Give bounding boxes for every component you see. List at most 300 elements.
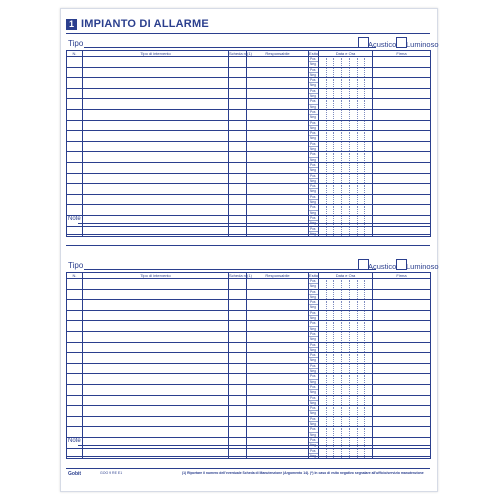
responsabile-cell[interactable] xyxy=(247,300,309,311)
data-ora-cell[interactable] xyxy=(319,109,373,120)
table-row xyxy=(67,194,431,205)
col-header-n: N. xyxy=(67,51,83,57)
date-digit-slot xyxy=(342,79,350,88)
row-number-cell[interactable] xyxy=(67,120,83,131)
scheda-cell[interactable] xyxy=(229,120,247,131)
firma-cell[interactable] xyxy=(373,99,431,110)
scheda-cell[interactable] xyxy=(229,342,247,353)
date-digit-slot xyxy=(358,174,366,183)
data-ora-cell[interactable] xyxy=(319,99,373,110)
intervention-type-cell[interactable] xyxy=(83,120,229,131)
date-digit-slot xyxy=(350,206,358,215)
notes-line[interactable] xyxy=(78,445,430,446)
row-number-cell[interactable] xyxy=(67,131,83,142)
row-number-cell[interactable] xyxy=(67,353,83,364)
firma-cell[interactable] xyxy=(373,289,431,300)
responsabile-cell[interactable] xyxy=(247,363,309,374)
data-ora-cell[interactable] xyxy=(319,437,373,448)
firma-cell[interactable] xyxy=(373,342,431,353)
intervention-type-cell[interactable] xyxy=(83,78,229,89)
intervention-type-cell[interactable] xyxy=(83,67,229,78)
esito-cell[interactable] xyxy=(309,300,319,311)
data-ora-cell[interactable] xyxy=(319,226,373,237)
data-ora-cell[interactable] xyxy=(319,448,373,459)
responsabile-cell[interactable] xyxy=(247,310,309,321)
responsabile-cell[interactable] xyxy=(247,279,309,290)
intervention-type-cell[interactable] xyxy=(83,395,229,406)
row-number-cell[interactable] xyxy=(67,57,83,68)
firma-cell[interactable] xyxy=(373,141,431,152)
date-digit-slot xyxy=(350,280,358,289)
esito-cell[interactable] xyxy=(309,331,319,342)
responsabile-cell[interactable] xyxy=(247,448,309,459)
intervention-type-cell[interactable] xyxy=(83,342,229,353)
date-digit-slot xyxy=(327,396,335,405)
data-ora-cell[interactable] xyxy=(319,78,373,89)
row-number-cell[interactable] xyxy=(67,321,83,332)
responsabile-cell[interactable] xyxy=(247,353,309,364)
firma-cell[interactable] xyxy=(373,321,431,332)
data-ora-cell[interactable] xyxy=(319,342,373,353)
scheda-cell[interactable] xyxy=(229,427,247,438)
scheda-cell[interactable] xyxy=(229,57,247,68)
data-ora-cell[interactable] xyxy=(319,427,373,438)
date-digit-slot xyxy=(358,163,366,172)
row-number-cell[interactable] xyxy=(67,152,83,163)
intervention-type-cell[interactable] xyxy=(83,437,229,448)
esito-cell[interactable] xyxy=(309,109,319,120)
esito-neg-label: Neg xyxy=(310,136,316,141)
row-number-cell[interactable] xyxy=(67,99,83,110)
scheda-cell[interactable] xyxy=(229,321,247,332)
responsabile-cell[interactable] xyxy=(247,406,309,417)
scheda-cell[interactable] xyxy=(229,131,247,142)
intervention-type-cell[interactable] xyxy=(83,427,229,438)
data-ora-cell[interactable] xyxy=(319,205,373,216)
scheda-cell[interactable] xyxy=(229,194,247,205)
esito-cell[interactable] xyxy=(309,279,319,290)
scheda-cell[interactable] xyxy=(229,395,247,406)
data-ora-cell[interactable] xyxy=(319,120,373,131)
esito-neg-label: Neg xyxy=(310,443,316,448)
firma-cell[interactable] xyxy=(373,173,431,184)
firma-cell[interactable] xyxy=(373,226,431,237)
esito-cell[interactable] xyxy=(309,215,319,226)
intervention-type-cell[interactable] xyxy=(83,321,229,332)
intervention-type-cell[interactable] xyxy=(83,57,229,68)
firma-cell[interactable] xyxy=(373,152,431,163)
row-number-cell[interactable] xyxy=(67,384,83,395)
data-ora-cell[interactable] xyxy=(319,406,373,417)
esito-neg-label: Neg xyxy=(310,147,316,152)
data-ora-cell[interactable] xyxy=(319,331,373,342)
intervention-type-cell[interactable] xyxy=(83,353,229,364)
intervention-type-cell[interactable] xyxy=(83,215,229,226)
intervention-type-cell[interactable] xyxy=(83,226,229,237)
esito-cell[interactable] xyxy=(309,353,319,364)
firma-cell[interactable] xyxy=(373,194,431,205)
data-ora-cell[interactable] xyxy=(319,152,373,163)
data-ora-cell[interactable] xyxy=(319,215,373,226)
data-ora-cell[interactable] xyxy=(319,353,373,364)
data-ora-cell[interactable] xyxy=(319,194,373,205)
intervention-type-cell[interactable] xyxy=(83,331,229,342)
esito-cell[interactable] xyxy=(309,448,319,459)
date-digit-slot xyxy=(358,89,366,98)
date-digit-slot xyxy=(319,354,327,363)
data-ora-cell[interactable] xyxy=(319,300,373,311)
esito-cell[interactable] xyxy=(309,427,319,438)
row-number-cell[interactable] xyxy=(67,448,83,459)
esito-pos-label: Pos xyxy=(309,396,318,401)
date-digit-slot xyxy=(327,58,335,67)
esito-cell[interactable] xyxy=(309,416,319,427)
row-number-cell[interactable] xyxy=(67,310,83,321)
responsabile-cell[interactable] xyxy=(247,162,309,173)
esito-neg-label: Neg xyxy=(310,379,316,384)
scheda-cell[interactable] xyxy=(229,331,247,342)
date-digit-slot xyxy=(365,89,372,98)
notes-line[interactable] xyxy=(66,245,430,246)
esito-cell[interactable] xyxy=(309,310,319,321)
intervention-type-cell[interactable] xyxy=(83,406,229,417)
date-digit-slot xyxy=(334,354,342,363)
responsabile-cell[interactable] xyxy=(247,99,309,110)
intervention-type-cell[interactable] xyxy=(83,173,229,184)
scheda-cell[interactable] xyxy=(229,300,247,311)
responsabile-cell[interactable] xyxy=(247,215,309,226)
data-ora-cell[interactable] xyxy=(319,57,373,68)
intervention-type-cell[interactable] xyxy=(83,109,229,120)
responsabile-cell[interactable] xyxy=(247,57,309,68)
responsabile-cell[interactable] xyxy=(247,342,309,353)
row-number-cell[interactable] xyxy=(67,300,83,311)
row-number-cell[interactable] xyxy=(67,406,83,417)
esito-cell[interactable] xyxy=(309,205,319,216)
date-digit-slot xyxy=(350,58,358,67)
scheda-cell[interactable] xyxy=(229,162,247,173)
scheda-cell[interactable] xyxy=(229,184,247,195)
responsabile-cell[interactable] xyxy=(247,67,309,78)
esito-cell[interactable] xyxy=(309,131,319,142)
esito-cell[interactable] xyxy=(309,78,319,89)
responsabile-cell[interactable] xyxy=(247,374,309,385)
scheda-cell[interactable] xyxy=(229,205,247,216)
esito-cell[interactable] xyxy=(309,384,319,395)
row-number-cell[interactable] xyxy=(67,67,83,78)
responsabile-cell[interactable] xyxy=(247,321,309,332)
row-number-cell[interactable] xyxy=(67,162,83,173)
esito-neg-label: Neg xyxy=(310,125,316,130)
data-ora-cell[interactable] xyxy=(319,289,373,300)
responsabile-cell[interactable] xyxy=(247,131,309,142)
date-digit-slot xyxy=(334,142,342,151)
intervention-type-cell[interactable] xyxy=(83,300,229,311)
responsabile-cell[interactable] xyxy=(247,194,309,205)
date-digit-slot xyxy=(342,195,350,204)
scheda-cell[interactable] xyxy=(229,437,247,448)
responsabile-cell[interactable] xyxy=(247,331,309,342)
firma-cell[interactable] xyxy=(373,374,431,385)
esito-cell[interactable] xyxy=(309,363,319,374)
row-number-cell[interactable] xyxy=(67,141,83,152)
firma-cell[interactable] xyxy=(373,184,431,195)
intervention-type-cell[interactable] xyxy=(83,416,229,427)
esito-cell[interactable] xyxy=(309,88,319,99)
esito-cell[interactable] xyxy=(309,67,319,78)
responsabile-cell[interactable] xyxy=(247,109,309,120)
esito-neg-label: Neg xyxy=(310,189,316,194)
firma-cell[interactable] xyxy=(373,88,431,99)
responsabile-cell[interactable] xyxy=(247,427,309,438)
row-number-cell[interactable] xyxy=(67,88,83,99)
scheda-cell[interactable] xyxy=(229,215,247,226)
firma-cell[interactable] xyxy=(373,437,431,448)
intervention-type-cell[interactable] xyxy=(83,363,229,374)
responsabile-cell[interactable] xyxy=(247,120,309,131)
scheda-cell[interactable] xyxy=(229,363,247,374)
date-digit-slot xyxy=(342,428,350,437)
firma-cell[interactable] xyxy=(373,120,431,131)
responsabile-cell[interactable] xyxy=(247,78,309,89)
row-number-cell[interactable] xyxy=(67,363,83,374)
date-digit-slot xyxy=(342,364,350,373)
scheda-cell[interactable] xyxy=(229,78,247,89)
scheda-cell[interactable] xyxy=(229,406,247,417)
scheda-cell[interactable] xyxy=(229,448,247,459)
data-ora-cell[interactable] xyxy=(319,395,373,406)
date-digit-slot xyxy=(319,396,327,405)
responsabile-cell[interactable] xyxy=(247,184,309,195)
intervention-type-cell[interactable] xyxy=(83,448,229,459)
row-number-cell[interactable] xyxy=(67,184,83,195)
scheda-cell[interactable] xyxy=(229,88,247,99)
date-digit-slot xyxy=(334,174,342,183)
responsabile-cell[interactable] xyxy=(247,173,309,184)
firma-cell[interactable] xyxy=(373,427,431,438)
data-ora-cell[interactable] xyxy=(319,131,373,142)
row-number-cell[interactable] xyxy=(67,416,83,427)
data-ora-cell[interactable] xyxy=(319,384,373,395)
esito-neg-label: Neg xyxy=(310,83,316,88)
data-ora-cell[interactable] xyxy=(319,88,373,99)
responsabile-cell[interactable] xyxy=(247,226,309,237)
data-ora-cell[interactable] xyxy=(319,67,373,78)
row-number-cell[interactable] xyxy=(67,395,83,406)
date-digit-slot xyxy=(319,417,327,426)
esito-cell[interactable] xyxy=(309,437,319,448)
data-ora-cell[interactable] xyxy=(319,162,373,173)
scheda-cell[interactable] xyxy=(229,152,247,163)
row-number-cell[interactable] xyxy=(67,226,83,237)
esito-cell[interactable] xyxy=(309,152,319,163)
esito-cell[interactable] xyxy=(309,173,319,184)
firma-cell[interactable] xyxy=(373,57,431,68)
date-digit-slot xyxy=(365,142,372,151)
date-digit-slot xyxy=(358,322,366,331)
intervention-type-cell[interactable] xyxy=(83,88,229,99)
data-ora-cell[interactable] xyxy=(319,363,373,374)
esito-cell[interactable] xyxy=(309,395,319,406)
intervention-type-cell[interactable] xyxy=(83,384,229,395)
intervention-type-cell[interactable] xyxy=(83,289,229,300)
firma-cell[interactable] xyxy=(373,162,431,173)
esito-pos-label: Pos xyxy=(309,89,318,94)
intervention-type-cell[interactable] xyxy=(83,141,229,152)
firma-cell[interactable] xyxy=(373,300,431,311)
intervention-type-cell[interactable] xyxy=(83,152,229,163)
firma-cell[interactable] xyxy=(373,131,431,142)
date-digit-slot xyxy=(327,332,335,341)
date-digit-slot xyxy=(327,174,335,183)
intervention-table xyxy=(66,50,431,237)
responsabile-cell[interactable] xyxy=(247,384,309,395)
scheda-cell[interactable] xyxy=(229,384,247,395)
responsabile-cell[interactable] xyxy=(247,437,309,448)
esito-pos-label: Pos xyxy=(309,438,318,443)
responsabile-cell[interactable] xyxy=(247,141,309,152)
scheda-cell[interactable] xyxy=(229,353,247,364)
scheda-cell[interactable] xyxy=(229,109,247,120)
row-number-cell[interactable] xyxy=(67,194,83,205)
scheda-cell[interactable] xyxy=(229,289,247,300)
date-digit-slot xyxy=(365,417,372,426)
scheda-cell[interactable] xyxy=(229,173,247,184)
date-digit-slot xyxy=(327,290,335,299)
data-ora-cell[interactable] xyxy=(319,416,373,427)
row-number-cell[interactable] xyxy=(67,342,83,353)
date-digit-slot xyxy=(342,280,350,289)
date-digit-slot xyxy=(365,185,372,194)
scheda-cell[interactable] xyxy=(229,141,247,152)
data-ora-cell[interactable] xyxy=(319,184,373,195)
scheda-cell[interactable] xyxy=(229,67,247,78)
esito-cell[interactable] xyxy=(309,57,319,68)
esito-neg-label: Neg xyxy=(310,221,316,226)
date-digit-slot xyxy=(334,68,342,77)
firma-cell[interactable] xyxy=(373,416,431,427)
scheda-cell[interactable] xyxy=(229,226,247,237)
date-digit-slot xyxy=(342,163,350,172)
tipo-label: Tipo xyxy=(68,39,84,48)
esito-pos-label: Pos xyxy=(309,406,318,411)
date-digit-slot xyxy=(319,163,327,172)
intervention-type-cell[interactable] xyxy=(83,194,229,205)
intervention-type-cell[interactable] xyxy=(83,374,229,385)
date-digit-slot xyxy=(358,301,366,310)
form-header xyxy=(66,17,209,31)
intervention-type-cell[interactable] xyxy=(83,131,229,142)
firma-cell[interactable] xyxy=(373,215,431,226)
responsabile-cell[interactable] xyxy=(247,395,309,406)
esito-cell[interactable] xyxy=(309,120,319,131)
firma-cell[interactable] xyxy=(373,406,431,417)
responsabile-cell[interactable] xyxy=(247,289,309,300)
data-ora-cell[interactable] xyxy=(319,173,373,184)
esito-cell[interactable] xyxy=(309,374,319,385)
row-number-cell[interactable] xyxy=(67,205,83,216)
firma-cell[interactable] xyxy=(373,331,431,342)
firma-cell[interactable] xyxy=(373,384,431,395)
scheda-cell[interactable] xyxy=(229,310,247,321)
responsabile-cell[interactable] xyxy=(247,88,309,99)
firma-cell[interactable] xyxy=(373,109,431,120)
date-digit-slot xyxy=(327,322,335,331)
data-ora-cell[interactable] xyxy=(319,321,373,332)
data-ora-cell[interactable] xyxy=(319,279,373,290)
date-digit-slot xyxy=(334,100,342,109)
responsabile-cell[interactable] xyxy=(247,152,309,163)
notes-line[interactable] xyxy=(78,223,430,224)
esito-cell[interactable] xyxy=(309,162,319,173)
firma-cell[interactable] xyxy=(373,205,431,216)
intervention-type-cell[interactable] xyxy=(83,205,229,216)
intervention-type-cell[interactable] xyxy=(83,279,229,290)
data-ora-cell[interactable] xyxy=(319,374,373,385)
scheda-cell[interactable] xyxy=(229,99,247,110)
table-row xyxy=(67,437,431,448)
scheda-cell[interactable] xyxy=(229,416,247,427)
date-digit-slot xyxy=(350,153,358,162)
firma-cell[interactable] xyxy=(373,353,431,364)
responsabile-cell[interactable] xyxy=(247,416,309,427)
row-number-cell[interactable] xyxy=(67,78,83,89)
data-ora-cell[interactable] xyxy=(319,141,373,152)
row-number-cell[interactable] xyxy=(67,109,83,120)
date-digit-slot xyxy=(319,110,327,119)
row-number-cell[interactable] xyxy=(67,331,83,342)
responsabile-cell[interactable] xyxy=(247,205,309,216)
row-number-cell[interactable] xyxy=(67,427,83,438)
firma-cell[interactable] xyxy=(373,310,431,321)
esito-pos-label: Pos xyxy=(309,99,318,104)
date-digit-slot xyxy=(350,185,358,194)
row-number-cell[interactable] xyxy=(67,173,83,184)
esito-cell[interactable] xyxy=(309,184,319,195)
esito-cell[interactable] xyxy=(309,194,319,205)
firma-cell[interactable] xyxy=(373,395,431,406)
firma-cell[interactable] xyxy=(373,67,431,78)
esito-cell[interactable] xyxy=(309,321,319,332)
firma-cell[interactable] xyxy=(373,448,431,459)
esito-cell[interactable] xyxy=(309,99,319,110)
date-digit-slot xyxy=(327,280,335,289)
date-digit-slot xyxy=(334,280,342,289)
esito-cell[interactable] xyxy=(309,342,319,353)
date-digit-slot xyxy=(319,364,327,373)
row-number-cell[interactable] xyxy=(67,289,83,300)
scheda-cell[interactable] xyxy=(229,279,247,290)
row-number-cell[interactable] xyxy=(67,279,83,290)
intervention-type-cell[interactable] xyxy=(83,162,229,173)
firma-cell[interactable] xyxy=(373,78,431,89)
esito-cell[interactable] xyxy=(309,406,319,417)
date-digit-slot xyxy=(342,385,350,394)
date-digit-slot xyxy=(350,354,358,363)
row-number-cell[interactable] xyxy=(67,374,83,385)
scheda-cell[interactable] xyxy=(229,374,247,385)
date-digit-slot xyxy=(342,100,350,109)
firma-cell[interactable] xyxy=(373,363,431,374)
esito-cell[interactable] xyxy=(309,289,319,300)
esito-cell[interactable] xyxy=(309,141,319,152)
esito-cell[interactable] xyxy=(309,226,319,237)
intervention-type-cell[interactable] xyxy=(83,310,229,321)
firma-cell[interactable] xyxy=(373,279,431,290)
intervention-type-cell[interactable] xyxy=(83,99,229,110)
intervention-type-cell[interactable] xyxy=(83,184,229,195)
data-ora-cell[interactable] xyxy=(319,310,373,321)
